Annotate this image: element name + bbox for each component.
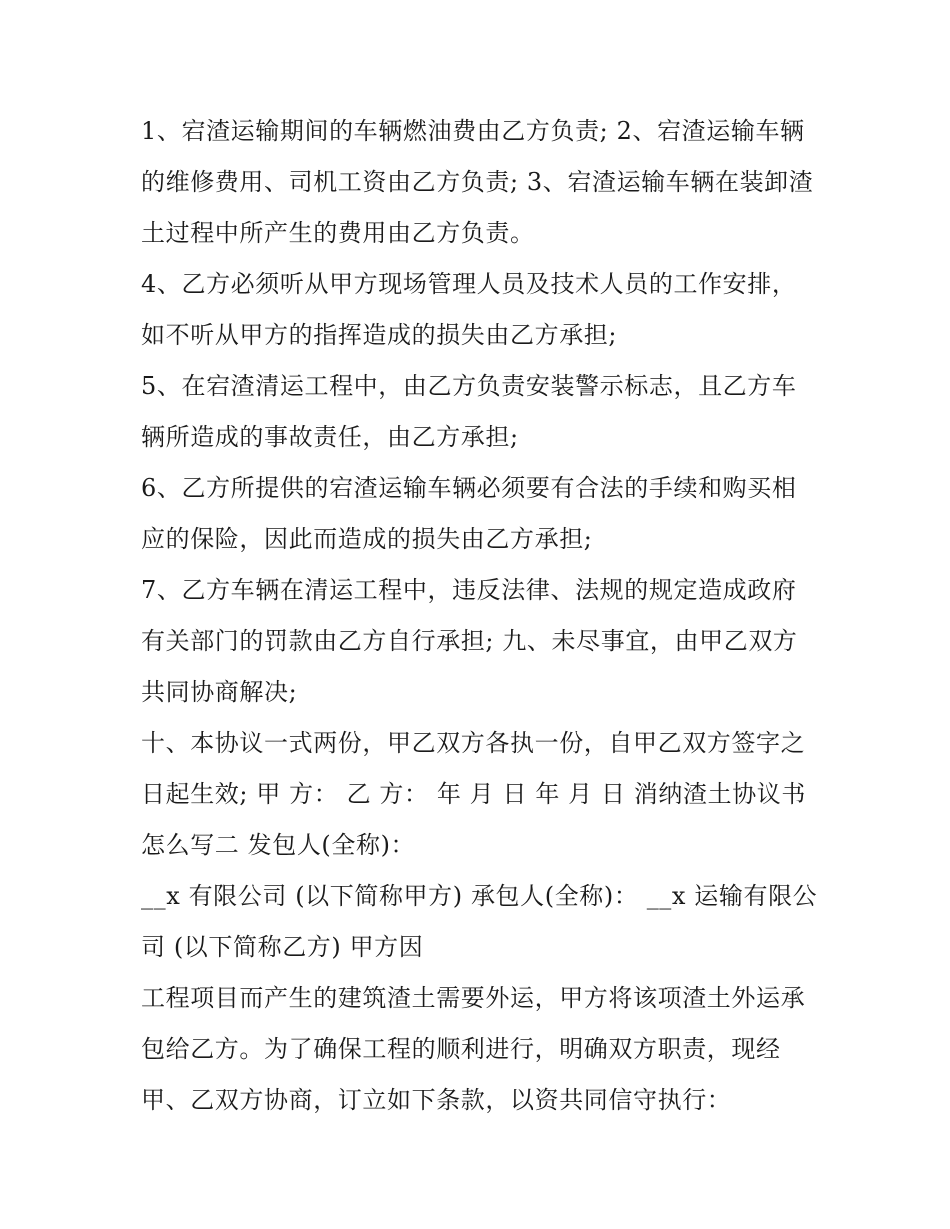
text-line-15: 怎么写二 发包人(全称)： xyxy=(141,831,416,859)
text-line-13: 十、本协议一式两份，甲乙双方各执一份，自甲乙双方签字之 xyxy=(141,729,806,757)
text-line-11: 有关部门的罚款由乙方自行承担; 九、未尽事宜，由甲乙双方 xyxy=(141,627,798,655)
text-line-17: 司 (以下简称乙方) 甲方因 xyxy=(141,933,424,961)
text-line-9: 应的保险，因此而造成的损失由乙方承担; xyxy=(141,525,593,553)
text-line-19: 包给乙方。为了确保工程的顺利进行，明确双方职责，现经 xyxy=(141,1035,781,1063)
text-line-6: 5、在宕渣清运工程中，由乙方负责安装警示标志，且乙方车 xyxy=(141,372,797,400)
text-line-2: 的维修费用、司机工资由乙方负责; 3、宕渣运输车辆在装卸渣 xyxy=(141,168,814,196)
text-line-10: 7、乙方车辆在清运工程中，违反法律、法规的规定造成政府 xyxy=(141,576,797,604)
text-line-4: 4、乙方必须听从甲方现场管理人员及技术人员的工作安排， xyxy=(141,270,797,298)
text-line-14: 日起生效; 甲 方： 乙 方： 年 月 日 年 月 日 消纳渣土协议书 xyxy=(141,780,807,808)
text-line-3: 土过程中所产生的费用由乙方负责。 xyxy=(141,219,535,247)
text-line-12: 共同协商解决; xyxy=(141,678,298,706)
text-line-8: 6、乙方所提供的宕渣运输车辆必须要有合法的手续和购买相 xyxy=(141,474,797,502)
text-line-16: __x 有限公司 (以下简称甲方) 承包人(全称)： __x 运输有限公 xyxy=(141,882,818,910)
text-line-7: 辆所造成的事故责任，由乙方承担; xyxy=(141,423,519,451)
text-line-1: 1、宕渣运输期间的车辆燃油费由乙方负责; 2、宕渣运输车辆 xyxy=(141,117,805,145)
text-line-18: 工程项目而产生的建筑渣土需要外运，甲方将该项渣土外运承 xyxy=(141,984,806,1012)
text-line-5: 如不听从甲方的指挥造成的损失由乙方承担; xyxy=(141,321,618,349)
text-line-20: 甲、乙双方协商，订立如下条款，以资共同信守执行： xyxy=(141,1086,732,1114)
document-body xyxy=(141,106,821,1126)
